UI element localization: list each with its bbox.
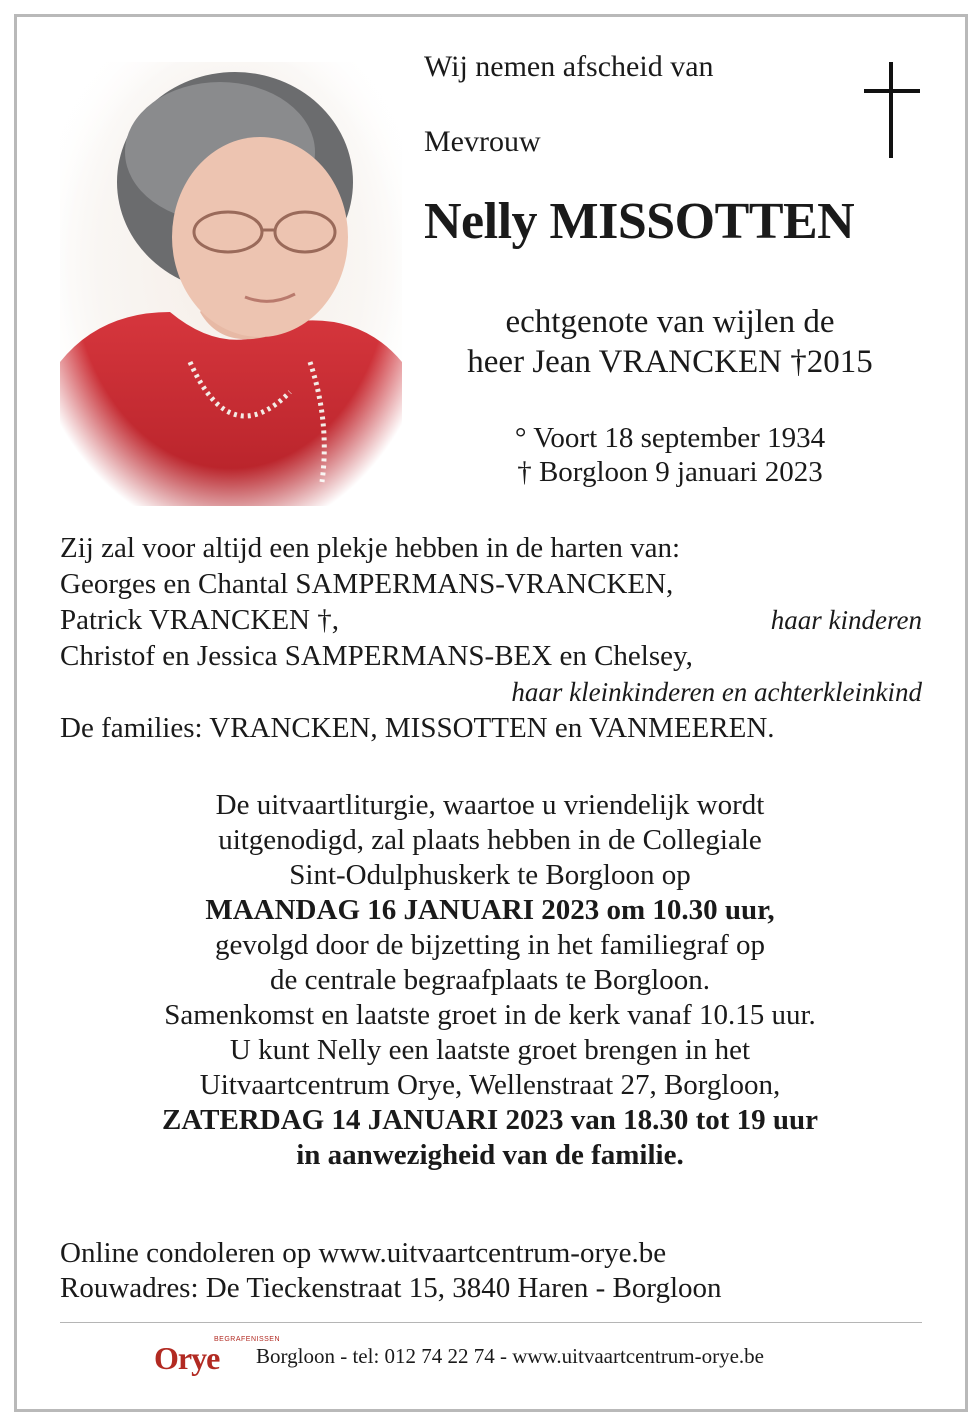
funeral-line: Uitvaartcentrum Orye, Wellenstraat 27, Borgloon,	[199, 1069, 781, 1101]
children-label: haar kinderen	[770, 605, 922, 635]
survivor-name: Patrick VRANCKEN †,	[60, 604, 339, 636]
cross-icon	[864, 62, 920, 158]
funeral-info	[40, 788, 940, 1173]
survivor-line: Georges en Chantal SAMPERMANS-VRANCKEN,	[60, 568, 674, 600]
portrait-photo	[60, 62, 402, 506]
logo-text: Orye	[154, 1340, 220, 1376]
funeral-date: MAANDAG 16 JANUARI 2023 om 10.30 uur,	[205, 894, 775, 926]
survivors-intro: Zij zal voor altijd een plekje hebben in de harten van:	[60, 532, 681, 564]
funeral-line: Samenkomst en laatste groet in de kerk vanaf 10.15 uur.	[164, 999, 816, 1031]
life-dates	[420, 421, 920, 489]
footer-contact: Borgloon - tel: 012 74 22 74 - www.uitvaartcentrum-orye.be	[256, 1344, 764, 1368]
funeral-line: de centrale begraafplaats te Borgloon.	[270, 964, 710, 996]
mourning-address: Rouwadres: De Tieckenstraat 15, 3840 Haren - Borgloon	[60, 1272, 722, 1304]
funeral-line: De uitvaartliturgie, waartoe u vriendelijk wordt	[215, 789, 765, 821]
online-condolence: Online condoleren op www.uitvaartcentrum-orye.be	[60, 1237, 667, 1269]
families-line: De families: VRANCKEN, MISSOTTEN en VANMEEREN.	[60, 712, 775, 744]
spouse-line: echtgenote van wijlen de	[505, 304, 835, 340]
spouse-info	[400, 302, 940, 382]
logo-subtext: BEGRAFENISSEN	[214, 1336, 281, 1343]
survivor-line	[60, 674, 922, 710]
contact-info	[60, 1236, 722, 1306]
funeral-line: gevolgd door de bijzetting in het familiegraf op	[214, 929, 766, 961]
spouse-line: heer Jean VRANCKEN †2015	[467, 344, 873, 380]
survivor-line	[60, 602, 922, 638]
footer	[60, 1336, 922, 1380]
funeral-line: Sint-Odulphuskerk te Borgloon op	[289, 859, 691, 891]
deceased-name: Nelly MISSOTTEN	[424, 193, 855, 250]
visit-note: in aanwezigheid van de familie.	[296, 1139, 684, 1171]
survivors-list	[60, 530, 922, 746]
funeral-line: uitgenodigd, zal plaats hebben in de Collegiale	[218, 824, 762, 856]
death-date: † Borgloon 9 januari 2023	[517, 456, 823, 488]
salutation: Mevrouw	[424, 125, 541, 158]
visit-date: ZATERDAG 14 JANUARI 2023 van 18.30 tot 19 uur	[161, 1104, 819, 1136]
grandchildren-label: haar kleinkinderen en achterkleinkind	[511, 677, 922, 707]
survivor-line: Christof en Jessica SAMPERMANS-BEX en Chelsey,	[60, 640, 693, 672]
intro-text: Wij nemen afscheid van	[424, 50, 714, 83]
birth-date: ° Voort 18 september 1934	[514, 422, 826, 454]
funeral-line: U kunt Nelly een laatste groet brengen in het	[229, 1034, 751, 1066]
footer-divider	[60, 1322, 922, 1323]
